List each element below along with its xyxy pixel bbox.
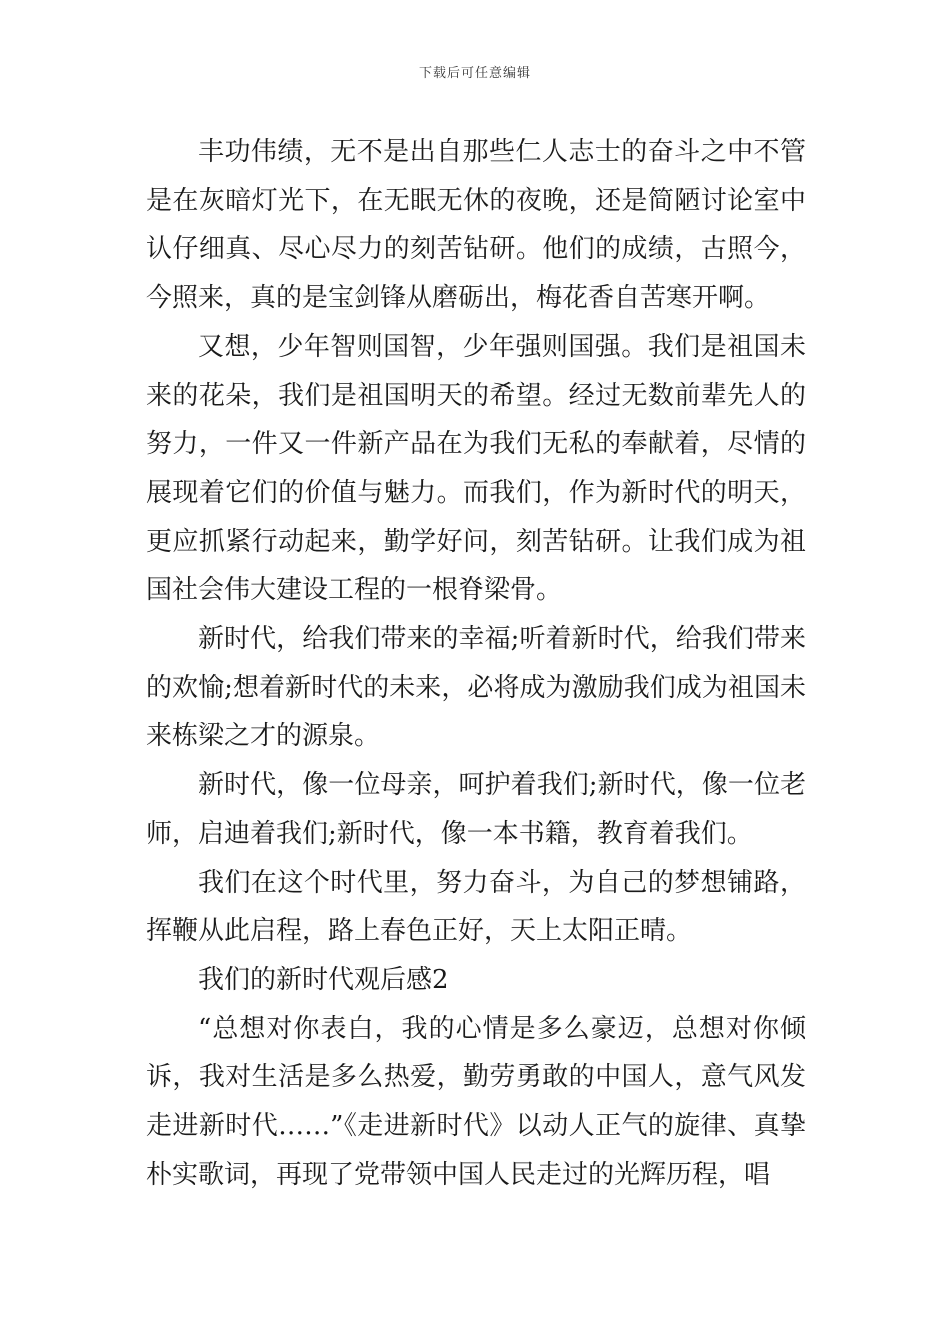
paragraph-4: 新时代，像一位母亲，呵护着我们;新时代，像一位老师，启迪着我们;新时代，像一本书籍，教育着我们。: [146, 770, 806, 849]
paragraph-1: 丰功伟绩，无不是出自那些仁人志士的奋斗之中不管是在灰暗灯光下，在无眠无休的夜晚，还是简陋讨论室中认仔细真、尽心尽力的刻苦钻研。他们的成绩，古照今，今照来，真的是宝剑锋从磨砺出，梅花香自苦寒开啊。: [146, 137, 806, 314]
page-header: 下载后可任意编辑: [418, 66, 531, 81]
paragraph-5: 我们在这个时代里，努力奋斗，为自己的梦想铺路，挥鞭从此启程，路上春色正好，天上太阳正晴。: [146, 867, 806, 947]
section-title: 我们的新时代观后感2: [198, 964, 449, 995]
paragraph-6: “总想对你表白，我的心情是多么豪迈，总想对你倾诉，我对生活是多么热爱，勤劳勇敢的中国人，意气风发走进新时代……”《走进新时代》以动人正气的旋律、真挚朴实歌词，再现了党带领中国人民走过的光辉历程，唱: [146, 1013, 806, 1190]
paragraph-2: 又想，少年智则国智，少年强则国强。我们是祖国未来的花朵，我们是祖国明天的希望。经过无数前辈先人的努力，一件又一件新产品在为我们无私的奉献着，尽情的展现着它们的价值与魅力。而我们，作为新时代的明天，更应抓紧行动起来，勤学好问，刻苦钻研。让我们成为祖国社会伟大建设工程的一根脊梁骨。: [146, 331, 806, 606]
document-body: [146, 128, 806, 1199]
paragraph-3: 新时代，给我们带来的幸福;听着新时代，给我们带来的欢愉;想着新时代的未来，必将成为激励我们成为祖国未来栋梁之才的源泉。: [146, 624, 806, 752]
